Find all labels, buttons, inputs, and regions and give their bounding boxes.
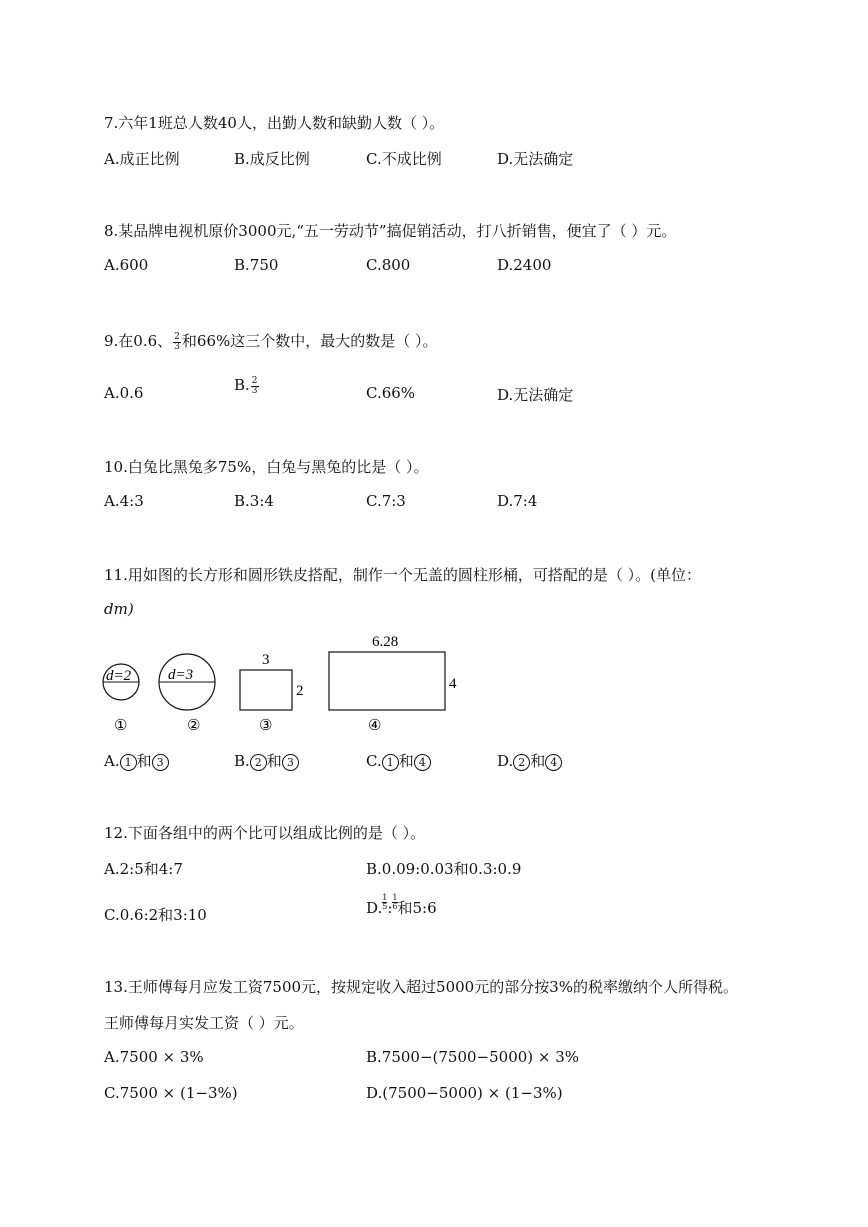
question-7-stem: 7.六年1班总人数40人，出勤人数和缺勤人数（ ）。 — [104, 114, 445, 132]
question-7-option-d: D.无法确定 — [497, 150, 574, 168]
question-7-option-a: A.成正比例 — [104, 150, 180, 168]
circle-2-diameter-label: d=3 — [168, 667, 194, 683]
question-9-option-b: B. $\frac{2}{3}$ — [234, 375, 258, 396]
fraction-two-thirds: $\frac{2}{3}$ — [174, 331, 180, 352]
question-8-stem: 8.某品牌电视机原价3000元,“五一劳动节”搞促销活动，打八折销售，便宜了（ ）元。 — [104, 222, 677, 240]
question-10-option-a: A.4:3 — [104, 492, 144, 510]
fraction-two-thirds: $\frac{2}{3}$ — [251, 375, 258, 396]
rectangle-shape-large — [329, 634, 457, 710]
circled-number: 4 — [545, 754, 562, 771]
circle-shape-1 — [103, 664, 139, 700]
question-9-stem — [104, 330, 438, 352]
question-11-option-b: B. 2 和 3 — [234, 750, 299, 771]
question-7-option-c: C.不成比例 — [366, 150, 442, 168]
question-8-option-b: B.750 — [234, 256, 279, 274]
circled-number: 3 — [282, 754, 299, 771]
rectangle-small-length-label: 3 — [262, 652, 270, 668]
question-10-option-d: D.7:4 — [497, 492, 538, 510]
figure-index-4: ④ — [368, 718, 382, 734]
circled-number: 2 — [250, 754, 267, 771]
question-13-option-b: B.7500−(7500−5000) × 3% — [366, 1048, 580, 1066]
question-10-stem: 10.白兔比黑兔多75%，白兔与黑兔的比是（ ）。 — [104, 458, 429, 476]
question-12-stem: 12.下面各组中的两个比可以组成比例的是（ ）。 — [104, 824, 426, 842]
figure-index-2: ② — [187, 718, 201, 734]
circled-number: 4 — [414, 754, 431, 771]
rectangle-small-width-label: 2 — [296, 683, 304, 699]
question-13-stem-line1: 13.王师傅每月应发工资7500元，按规定收入超过5000元的部分按3%的税率缴纳个人所得税。 — [104, 978, 739, 996]
circled-number: 3 — [152, 754, 169, 771]
question-13-option-c: C.7500 × (1−3%) — [104, 1084, 238, 1102]
question-12-option-a: A.2:5和4:7 — [104, 860, 183, 878]
question-13-option-a: A.7500 × 3% — [104, 1048, 204, 1066]
circled-number: 1 — [382, 754, 399, 771]
question-12-option-d: D. $\frac{1}{5}$ : $\frac{1}{6}$ 和5:6 — [366, 893, 437, 917]
question-9-option-d: D.无法确定 — [497, 386, 574, 404]
question-9-option-a: A.0.6 — [104, 384, 144, 402]
question-11-option-a: A. 1 和 3 — [104, 750, 169, 771]
circled-number: 2 — [513, 754, 530, 771]
question-13-option-d: D.(7500−5000) × (1−3%) — [366, 1084, 563, 1102]
question-9-stem-suffix: 和66%这三个数中，最大的数是（ ）。 — [181, 332, 438, 350]
question-11-figure — [100, 630, 470, 740]
question-10-option-b: B.3:4 — [234, 492, 274, 510]
question-9-option-c: C.66% — [366, 384, 416, 402]
question-8-option-a: A.600 — [104, 256, 149, 274]
rectangle-large-length-label: 6.28 — [372, 634, 399, 650]
question-8-option-c: C.800 — [366, 256, 411, 274]
question-11-option-c: C. 1 和 4 — [366, 750, 431, 771]
rectangle-shape-small — [240, 652, 304, 710]
figure-index-3: ③ — [259, 718, 273, 734]
question-13-stem-line2: 王师傅每月实发工资（ ）元。 — [104, 1014, 304, 1032]
circle-1-diameter-label: d=2 — [106, 668, 132, 684]
figure-index-1: ① — [114, 718, 128, 734]
question-7-option-b: B.成反比例 — [234, 150, 310, 168]
rectangle-large-width-label: 4 — [449, 676, 457, 692]
circled-number: 1 — [120, 754, 137, 771]
question-8-option-d: D.2400 — [497, 256, 552, 274]
question-9-stem-prefix: 9.在0.6、 — [104, 332, 173, 350]
question-11-stem-line2: dm) — [104, 600, 134, 618]
question-12-option-b: B.0.09:0.03和0.3:0.9 — [366, 860, 522, 878]
circle-shape-2 — [159, 654, 215, 710]
question-11-stem-line1: 11.用如图的长方形和圆形铁皮搭配，制作一个无盖的圆柱形桶，可搭配的是（ ）。(单位： — [104, 566, 701, 584]
question-12-option-c: C.0.6:2和3:10 — [104, 906, 207, 924]
question-11-option-d: D. 2 和 4 — [497, 750, 562, 771]
question-10-option-c: C.7:3 — [366, 492, 406, 510]
